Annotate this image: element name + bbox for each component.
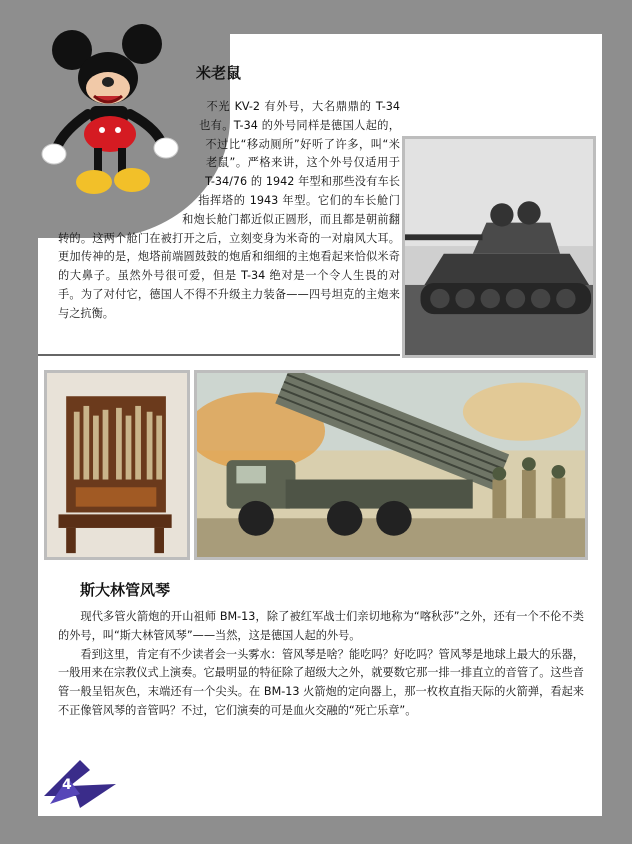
paragraph: 看到这里，肯定有不少读者会一头雾水：管风琴是啥？能吃吗？好吃吗？管风琴是地球上最大的乐器，一般用来在宗教仪式上演奏。它最明显的特征除了超级大之外，就要数它那一排一排直立的音管了。这些音管一般呈铝灰色，末端还有一个尖头。在 BM-13 火箭炮的定向器上，那一枚枚直指天际的火箭弹，看起来不正像管风琴的音管吗？不过，它们演奏的可是血火交融的“死亡乐章”。 [58, 647, 584, 717]
page [38, 34, 602, 816]
pipe-organ-photo [44, 370, 190, 560]
section-mickey-body [58, 98, 400, 324]
bm13-rocket-launcher-illustration [194, 370, 588, 560]
t34-tank-photo [402, 136, 596, 358]
page-number: 4 [62, 777, 72, 793]
section-title-mickey: 米老鼠 [196, 64, 242, 82]
paragraph: 不光 KV-2 有外号，大名鼎鼎的 T-34 也有。T-34 的外号同样是德国人起的，不过比“移动厕所”好听了许多，叫“米老鼠”。严格来讲，这个外号仅适用于 T-34/76 的 1942 年型和那些没有车长指挥塔的 1943 年型。它们的车长舱门和炮长舱门都近似正圆形，而且都是朝前翻转的。这两个舱门在被打开之后，立刻变身为米奇的一对扇风大耳。更加传神的是，炮塔前端圆鼓鼓的炮盾和细细的主炮看起来恰似米奇的大鼻子。虽然外号很可爱，但是 T-34 绝对是一个令人生畏的对手。为了对付它，德国人不得不升级主力装备——四号坦克的主炮来与之抗衡。 [58, 100, 400, 320]
section-title-stalin-organ: 斯大林管风琴 [80, 581, 171, 599]
jet-badge-icon [40, 756, 120, 812]
section-stalin-organ-body [58, 608, 584, 721]
paragraph: 现代多管火箭炮的开山祖师 BM-13，除了被红军战士们亲切地称为“喀秋莎”之外，还有一个不伦不类的外号，叫“斯大林管风琴”——当然，这是德国人起的外号。 [58, 610, 584, 642]
divider [38, 354, 400, 356]
